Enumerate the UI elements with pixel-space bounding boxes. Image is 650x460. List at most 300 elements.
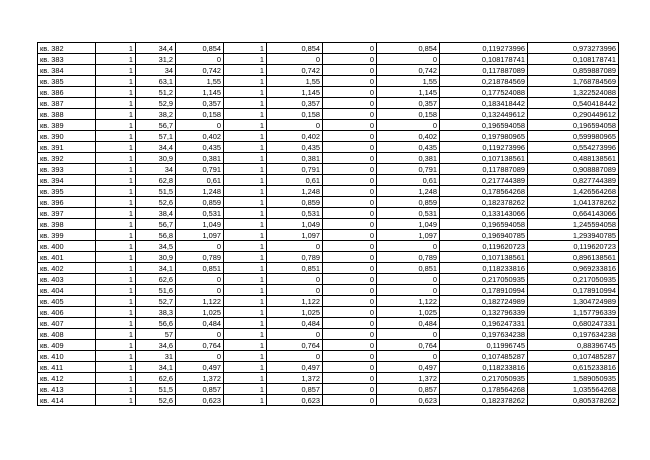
cell-share: 0,178564268 [440, 384, 528, 395]
cell-area: 38,3 [136, 307, 176, 318]
cell-area: 34,5 [136, 241, 176, 252]
cell-value-b: 0,791 [267, 164, 323, 175]
cell-apartment: кв. 386 [38, 87, 96, 98]
cell-share: 0,117887089 [440, 164, 528, 175]
cell-value-d: 0,435 [377, 142, 440, 153]
cell-value-c: 0 [323, 208, 377, 219]
cell-coefficient: 1 [224, 362, 267, 373]
cell-count: 1 [96, 208, 136, 219]
cell-share: 0,182378262 [440, 395, 528, 406]
cell-total: 0,680247331 [528, 318, 619, 329]
cell-coefficient: 1 [224, 98, 267, 109]
cell-area: 57,1 [136, 131, 176, 142]
cell-area: 62,6 [136, 274, 176, 285]
cell-value-c: 0 [323, 318, 377, 329]
cell-value-d: 0,158 [377, 109, 440, 120]
cell-value-c: 0 [323, 395, 377, 406]
cell-count: 1 [96, 285, 136, 296]
cell-share: 0,119620723 [440, 241, 528, 252]
table-row [38, 296, 619, 307]
cell-apartment: кв. 405 [38, 296, 96, 307]
cell-apartment: кв. 402 [38, 263, 96, 274]
cell-total: 0,108178741 [528, 54, 619, 65]
cell-value-a: 0 [176, 351, 224, 362]
cell-value-b: 0,402 [267, 131, 323, 142]
table-row [38, 241, 619, 252]
cell-total: 1,293940785 [528, 230, 619, 241]
cell-coefficient: 1 [224, 373, 267, 384]
table-row [38, 65, 619, 76]
cell-share: 0,178564268 [440, 186, 528, 197]
table-row [38, 98, 619, 109]
cell-share: 0,107138561 [440, 252, 528, 263]
cell-count: 1 [96, 109, 136, 120]
cell-coefficient: 1 [224, 219, 267, 230]
cell-total: 1,322524088 [528, 87, 619, 98]
cell-coefficient: 1 [224, 120, 267, 131]
cell-apartment: кв. 393 [38, 164, 96, 175]
cell-total: 1,041378262 [528, 197, 619, 208]
cell-count: 1 [96, 351, 136, 362]
cell-area: 34,4 [136, 142, 176, 153]
cell-value-c: 0 [323, 373, 377, 384]
cell-value-a: 0,158 [176, 109, 224, 120]
cell-value-c: 0 [323, 241, 377, 252]
cell-apartment: кв. 404 [38, 285, 96, 296]
cell-value-b: 0 [267, 285, 323, 296]
cell-coefficient: 1 [224, 208, 267, 219]
cell-value-b: 0,381 [267, 153, 323, 164]
cell-value-a: 0,531 [176, 208, 224, 219]
cell-value-b: 0 [267, 120, 323, 131]
cell-value-b: 0,859 [267, 197, 323, 208]
cell-area: 52,6 [136, 197, 176, 208]
cell-area: 34,1 [136, 263, 176, 274]
cell-apartment: кв. 401 [38, 252, 96, 263]
cell-apartment: кв. 408 [38, 329, 96, 340]
cell-total: 0,107485287 [528, 351, 619, 362]
cell-value-d: 1,55 [377, 76, 440, 87]
cell-area: 51,5 [136, 186, 176, 197]
cell-total: 1,768784569 [528, 76, 619, 87]
cell-total: 1,157796339 [528, 307, 619, 318]
cell-value-c: 0 [323, 351, 377, 362]
cell-value-d: 0,381 [377, 153, 440, 164]
cell-coefficient: 1 [224, 307, 267, 318]
cell-count: 1 [96, 252, 136, 263]
cell-coefficient: 1 [224, 296, 267, 307]
cell-apartment: кв. 388 [38, 109, 96, 120]
cell-coefficient: 1 [224, 175, 267, 186]
cell-value-d: 0,859 [377, 197, 440, 208]
cell-count: 1 [96, 197, 136, 208]
cell-apartment: кв. 407 [38, 318, 96, 329]
cell-value-d: 0 [377, 120, 440, 131]
cell-coefficient: 1 [224, 131, 267, 142]
cell-value-a: 1,122 [176, 296, 224, 307]
cell-value-a: 0,357 [176, 98, 224, 109]
cell-share: 0,197980965 [440, 131, 528, 142]
cell-value-a: 0 [176, 120, 224, 131]
cell-total: 0,290449612 [528, 109, 619, 120]
cell-count: 1 [96, 241, 136, 252]
table-row [38, 340, 619, 351]
cell-apartment: кв. 399 [38, 230, 96, 241]
cell-total: 0,540418442 [528, 98, 619, 109]
cell-count: 1 [96, 274, 136, 285]
cell-coefficient: 1 [224, 285, 267, 296]
cell-apartment: кв. 382 [38, 43, 96, 54]
cell-share: 0,132449612 [440, 109, 528, 120]
cell-coefficient: 1 [224, 54, 267, 65]
cell-area: 56,7 [136, 120, 176, 131]
cell-value-b: 0 [267, 54, 323, 65]
cell-value-b: 0 [267, 274, 323, 285]
cell-value-c: 0 [323, 142, 377, 153]
table-row [38, 230, 619, 241]
cell-value-d: 0 [377, 351, 440, 362]
cell-area: 31 [136, 351, 176, 362]
cell-value-c: 0 [323, 87, 377, 98]
cell-value-c: 0 [323, 384, 377, 395]
cell-total: 0,178910994 [528, 285, 619, 296]
cell-coefficient: 1 [224, 153, 267, 164]
table-row [38, 175, 619, 186]
cell-count: 1 [96, 362, 136, 373]
table-row [38, 54, 619, 65]
cell-value-c: 0 [323, 252, 377, 263]
cell-count: 1 [96, 230, 136, 241]
cell-value-d: 1,248 [377, 186, 440, 197]
cell-count: 1 [96, 384, 136, 395]
cell-value-c: 0 [323, 296, 377, 307]
cell-area: 34 [136, 164, 176, 175]
cell-value-d: 0,623 [377, 395, 440, 406]
cell-total: 0,554273996 [528, 142, 619, 153]
cell-coefficient: 1 [224, 351, 267, 362]
cell-apartment: кв. 385 [38, 76, 96, 87]
cell-share: 0,119273996 [440, 142, 528, 153]
cell-value-c: 0 [323, 329, 377, 340]
cell-value-d: 0 [377, 274, 440, 285]
cell-value-b: 0,857 [267, 384, 323, 395]
cell-count: 1 [96, 263, 136, 274]
cell-coefficient: 1 [224, 384, 267, 395]
cell-area: 38,2 [136, 109, 176, 120]
cell-area: 30,9 [136, 252, 176, 263]
cell-value-b: 0 [267, 329, 323, 340]
cell-apartment: кв. 412 [38, 373, 96, 384]
cell-value-a: 0,742 [176, 65, 224, 76]
cell-total: 1,589050935 [528, 373, 619, 384]
cell-apartment: кв. 383 [38, 54, 96, 65]
cell-count: 1 [96, 164, 136, 175]
table-row [38, 219, 619, 230]
cell-value-a: 0,854 [176, 43, 224, 54]
cell-apartment: кв. 403 [38, 274, 96, 285]
cell-value-d: 1,025 [377, 307, 440, 318]
cell-value-d: 1,145 [377, 87, 440, 98]
cell-apartment: кв. 392 [38, 153, 96, 164]
cell-coefficient: 1 [224, 241, 267, 252]
cell-total: 0,859887089 [528, 65, 619, 76]
cell-count: 1 [96, 54, 136, 65]
cell-total: 0,488138561 [528, 153, 619, 164]
table-row [38, 120, 619, 131]
cell-share: 0,182378262 [440, 197, 528, 208]
cell-value-d: 0 [377, 285, 440, 296]
cell-value-d: 0,402 [377, 131, 440, 142]
cell-apartment: кв. 395 [38, 186, 96, 197]
cell-share: 0,177524088 [440, 87, 528, 98]
cell-area: 38,4 [136, 208, 176, 219]
cell-share: 0,117887089 [440, 65, 528, 76]
cell-count: 1 [96, 307, 136, 318]
cell-area: 52,6 [136, 395, 176, 406]
cell-value-b: 0 [267, 351, 323, 362]
cell-value-b: 1,372 [267, 373, 323, 384]
cell-area: 34,4 [136, 43, 176, 54]
cell-value-b: 0,158 [267, 109, 323, 120]
cell-value-d: 0,791 [377, 164, 440, 175]
cell-value-a: 0,623 [176, 395, 224, 406]
cell-area: 34,1 [136, 362, 176, 373]
cell-apartment: кв. 394 [38, 175, 96, 186]
cell-total: 0,805378262 [528, 395, 619, 406]
cell-apartment: кв. 389 [38, 120, 96, 131]
cell-value-c: 0 [323, 340, 377, 351]
cell-count: 1 [96, 219, 136, 230]
cell-count: 1 [96, 120, 136, 131]
cell-value-d: 0,789 [377, 252, 440, 263]
cell-share: 0,178910994 [440, 285, 528, 296]
cell-coefficient: 1 [224, 329, 267, 340]
cell-value-b: 0,742 [267, 65, 323, 76]
cell-share: 0,196594058 [440, 219, 528, 230]
cell-total: 1,245594058 [528, 219, 619, 230]
cell-total: 0,908887089 [528, 164, 619, 175]
cell-apartment: кв. 396 [38, 197, 96, 208]
cell-apartment: кв. 409 [38, 340, 96, 351]
cell-value-a: 1,248 [176, 186, 224, 197]
cell-value-a: 1,145 [176, 87, 224, 98]
cell-share: 0,217744389 [440, 175, 528, 186]
cell-value-c: 0 [323, 131, 377, 142]
cell-share: 0,119273996 [440, 43, 528, 54]
cell-value-b: 0,854 [267, 43, 323, 54]
table-row [38, 252, 619, 263]
cell-value-b: 1,145 [267, 87, 323, 98]
cell-coefficient: 1 [224, 109, 267, 120]
cell-count: 1 [96, 340, 136, 351]
cell-total: 1,304724989 [528, 296, 619, 307]
cell-value-a: 0,857 [176, 384, 224, 395]
cell-value-a: 1,372 [176, 373, 224, 384]
cell-area: 56,7 [136, 219, 176, 230]
cell-value-a: 0 [176, 54, 224, 65]
cell-value-b: 1,049 [267, 219, 323, 230]
table-row [38, 197, 619, 208]
cell-total: 0,119620723 [528, 241, 619, 252]
cell-value-a: 0,402 [176, 131, 224, 142]
cell-value-d: 0,857 [377, 384, 440, 395]
cell-share: 0,182724989 [440, 296, 528, 307]
cell-apartment: кв. 397 [38, 208, 96, 219]
cell-value-d: 1,372 [377, 373, 440, 384]
cell-value-c: 0 [323, 274, 377, 285]
cell-share: 0,132796339 [440, 307, 528, 318]
cell-count: 1 [96, 296, 136, 307]
cell-total: 0,615233816 [528, 362, 619, 373]
cell-value-c: 0 [323, 98, 377, 109]
cell-value-d: 0 [377, 329, 440, 340]
cell-value-a: 0,497 [176, 362, 224, 373]
cell-value-b: 0,435 [267, 142, 323, 153]
table-row [38, 87, 619, 98]
cell-area: 62,8 [136, 175, 176, 186]
cell-value-c: 0 [323, 219, 377, 230]
cell-apartment: кв. 400 [38, 241, 96, 252]
cell-value-d: 0,851 [377, 263, 440, 274]
cell-area: 31,2 [136, 54, 176, 65]
cell-count: 1 [96, 65, 136, 76]
cell-coefficient: 1 [224, 43, 267, 54]
cell-share: 0,217050935 [440, 274, 528, 285]
table-row [38, 164, 619, 175]
cell-count: 1 [96, 329, 136, 340]
cell-coefficient: 1 [224, 252, 267, 263]
cell-value-c: 0 [323, 153, 377, 164]
cell-coefficient: 1 [224, 186, 267, 197]
table-row [38, 329, 619, 340]
table-row [38, 373, 619, 384]
cell-value-a: 0,791 [176, 164, 224, 175]
cell-value-a: 0 [176, 285, 224, 296]
cell-count: 1 [96, 76, 136, 87]
cell-value-a: 0,381 [176, 153, 224, 164]
table-row [38, 109, 619, 120]
cell-total: 0,827744389 [528, 175, 619, 186]
cell-area: 34 [136, 65, 176, 76]
cell-count: 1 [96, 373, 136, 384]
cell-total: 1,035564268 [528, 384, 619, 395]
cell-coefficient: 1 [224, 142, 267, 153]
table-row [38, 362, 619, 373]
cell-value-d: 0 [377, 241, 440, 252]
cell-area: 56,6 [136, 318, 176, 329]
cell-count: 1 [96, 98, 136, 109]
table-row [38, 351, 619, 362]
cell-value-c: 0 [323, 263, 377, 274]
table-row [38, 142, 619, 153]
cell-value-b: 1,097 [267, 230, 323, 241]
cell-area: 62,6 [136, 373, 176, 384]
cell-value-a: 1,025 [176, 307, 224, 318]
cell-value-c: 0 [323, 109, 377, 120]
cell-count: 1 [96, 43, 136, 54]
cell-count: 1 [96, 142, 136, 153]
cell-value-c: 0 [323, 186, 377, 197]
cell-share: 0,217050935 [440, 373, 528, 384]
cell-value-a: 0,435 [176, 142, 224, 153]
cell-share: 0,107138561 [440, 153, 528, 164]
cell-value-b: 1,248 [267, 186, 323, 197]
table-body [38, 43, 619, 406]
cell-coefficient: 1 [224, 395, 267, 406]
cell-share: 0,133143066 [440, 208, 528, 219]
cell-count: 1 [96, 131, 136, 142]
cell-value-c: 0 [323, 43, 377, 54]
cell-apartment: кв. 414 [38, 395, 96, 406]
cell-coefficient: 1 [224, 340, 267, 351]
cell-value-c: 0 [323, 76, 377, 87]
cell-value-b: 0,851 [267, 263, 323, 274]
cell-value-a: 0,484 [176, 318, 224, 329]
cell-total: 0,896138561 [528, 252, 619, 263]
cell-apartment: кв. 413 [38, 384, 96, 395]
cell-value-b: 1,122 [267, 296, 323, 307]
cell-coefficient: 1 [224, 76, 267, 87]
cell-apartment: кв. 410 [38, 351, 96, 362]
cell-apartment: кв. 406 [38, 307, 96, 318]
cell-value-d: 0 [377, 54, 440, 65]
cell-value-d: 0,531 [377, 208, 440, 219]
cell-coefficient: 1 [224, 197, 267, 208]
cell-value-d: 0,854 [377, 43, 440, 54]
cell-count: 1 [96, 395, 136, 406]
cell-value-c: 0 [323, 197, 377, 208]
table-row [38, 285, 619, 296]
cell-value-a: 0,851 [176, 263, 224, 274]
cell-coefficient: 1 [224, 318, 267, 329]
cell-value-b: 1,55 [267, 76, 323, 87]
cell-value-c: 0 [323, 307, 377, 318]
cell-value-d: 0,357 [377, 98, 440, 109]
cell-area: 57 [136, 329, 176, 340]
cell-share: 0,218784569 [440, 76, 528, 87]
cell-share: 0,183418442 [440, 98, 528, 109]
table-row [38, 307, 619, 318]
cell-value-a: 0,61 [176, 175, 224, 186]
cell-value-d: 0,764 [377, 340, 440, 351]
cell-value-d: 0,61 [377, 175, 440, 186]
cell-value-b: 0 [267, 241, 323, 252]
cell-value-d: 0,497 [377, 362, 440, 373]
table-row [38, 274, 619, 285]
cell-apartment: кв. 391 [38, 142, 96, 153]
cell-share: 0,118233816 [440, 362, 528, 373]
cell-value-c: 0 [323, 175, 377, 186]
cell-value-b: 0,484 [267, 318, 323, 329]
cell-share: 0,107485287 [440, 351, 528, 362]
cell-value-a: 0,789 [176, 252, 224, 263]
cell-coefficient: 1 [224, 65, 267, 76]
cell-apartment: кв. 384 [38, 65, 96, 76]
cell-value-a: 0,764 [176, 340, 224, 351]
cell-share: 0,118233816 [440, 263, 528, 274]
cell-value-c: 0 [323, 362, 377, 373]
cell-value-b: 0,764 [267, 340, 323, 351]
cell-apartment: кв. 398 [38, 219, 96, 230]
table-row [38, 263, 619, 274]
cell-count: 1 [96, 186, 136, 197]
cell-value-c: 0 [323, 54, 377, 65]
cell-total: 0,969233816 [528, 263, 619, 274]
cell-count: 1 [96, 175, 136, 186]
cell-value-c: 0 [323, 230, 377, 241]
cell-total: 1,426564268 [528, 186, 619, 197]
cell-value-b: 0,623 [267, 395, 323, 406]
